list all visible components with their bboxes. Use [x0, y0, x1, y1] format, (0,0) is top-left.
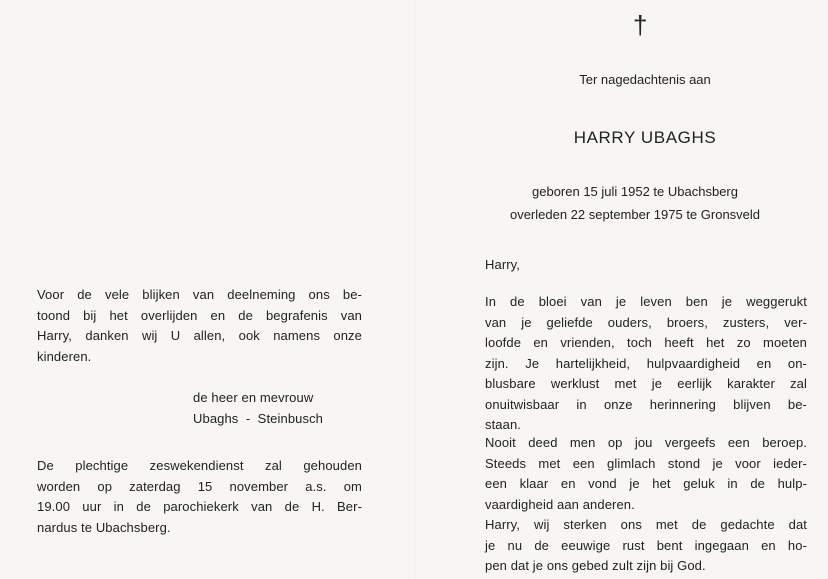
tribute-line: een klaar en vond je het geluk in de hulp- [485, 476, 807, 491]
tribute-line: vaardigheid aan anderen. [485, 496, 635, 512]
cross-icon: † [633, 10, 648, 40]
tribute-paragraph-2 [485, 433, 807, 577]
service-paragraph [37, 456, 362, 538]
tribute-line: je nu de eeuwige rust bent ingegaan en ho- [485, 537, 807, 553]
birth-line: geboren 15 juli 1952 te Ubachsberg [532, 184, 738, 199]
service-line: 19.00 uur in de parochiekerk van de H. Ber- [37, 499, 362, 514]
thanks-line: kinderen. [37, 348, 92, 364]
thanks-paragraph [37, 285, 362, 367]
service-line: nardus te Ubachsberg. [37, 519, 171, 535]
thanks-line: toond bij het overlijden en de begrafenis van [37, 307, 362, 323]
signature-line: Ubaghs - Steinbusch [193, 410, 324, 426]
salutation: Harry, [485, 257, 521, 272]
service-line: worden op zaterdag 15 november a.s. om [37, 478, 362, 494]
tribute-line: zijn. Je hartelijkheid, hulpvaardigheid en on- [485, 355, 807, 371]
thanks-line: Harry, danken wij U allen, ook namens onze [37, 328, 362, 343]
tribute-line: onuitwisbaar in onze herinnering blijven be- [485, 396, 807, 412]
tribute-line: In de bloei van je leven ben je weggerukt [485, 294, 807, 309]
deceased-name: HARRY UBAGHS [573, 128, 717, 147]
tribute-line: Steeds met een glimlach stond je voor ieder- [485, 455, 807, 471]
tribute-paragraph-1 [485, 292, 807, 436]
service-line: De plechtige zeswekendienst zal gehouden [37, 458, 362, 473]
signature-block [193, 388, 353, 429]
tribute-line: van je geliefde ouders, broers, zusters, ver- [485, 314, 807, 330]
tribute-line: blusbare werklust met je eerlijk karakter zal [485, 376, 807, 391]
tribute-line: loofde en vrienden, toch heeft het zo moeten [485, 335, 807, 350]
signature-line: de heer en mevrouw [193, 390, 314, 405]
tribute-line: staan. [485, 417, 522, 432]
fold-line [414, 0, 415, 579]
tribute-line: pen dat je ons gebed zult zijn bij God. [485, 558, 706, 573]
tribute-line: Nooit deed men op jou vergeefs een beroep. [485, 435, 807, 450]
life-dates [470, 180, 800, 226]
thanks-line: Voor de vele blijken van deelneming ons be- [37, 287, 362, 302]
death-line: overleden 22 september 1975 te Gronsveld [509, 207, 761, 222]
tribute-line: Harry, wij sterken ons met de gedachte dat [485, 517, 807, 532]
memorial-header: Ter nagedachtenis aan [579, 72, 711, 87]
